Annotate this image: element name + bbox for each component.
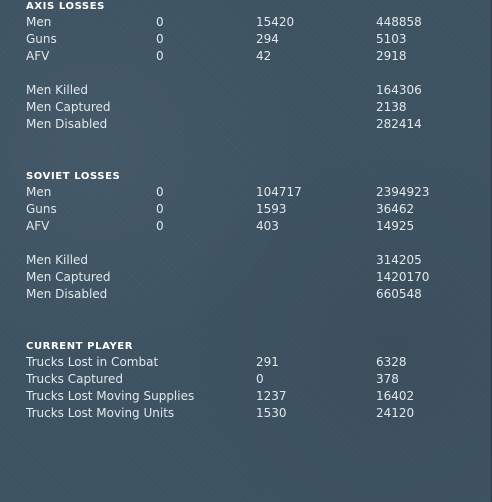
axis-men-disabled-row <box>26 116 486 133</box>
row-label: Men <box>26 185 52 199</box>
row-label: AFV <box>26 49 50 63</box>
row-value-1: 0 <box>256 372 264 386</box>
row-value-2: 1593 <box>256 202 287 216</box>
row-value: 314205 <box>376 253 422 267</box>
row-value-1: 1530 <box>256 406 287 420</box>
row-label: Men Captured <box>26 100 111 114</box>
axis-men-captured-row <box>26 99 486 116</box>
row-value-2: 104717 <box>256 185 302 199</box>
row-value-3: 448858 <box>376 15 422 29</box>
current-player-title: CURRENT PLAYER <box>26 341 134 352</box>
row-value-3: 36462 <box>376 202 415 216</box>
row-value: 1420170 <box>376 270 430 284</box>
row-value-1: 0 <box>156 49 164 63</box>
current-player-section <box>26 340 486 422</box>
row-value-1: 0 <box>156 202 164 216</box>
row-label: Guns <box>26 202 57 216</box>
row-label: Trucks Lost in Combat <box>26 355 159 369</box>
row-value-2: 378 <box>376 372 399 386</box>
row-label: Trucks Lost Moving Supplies <box>26 389 195 403</box>
trucks-lost-moving-units-row <box>26 405 486 422</box>
row-label: Men Disabled <box>26 287 108 301</box>
row-label: Men Captured <box>26 270 111 284</box>
soviet-losses-section <box>26 170 486 303</box>
soviet-losses-title: SOVIET LOSSES <box>26 171 121 182</box>
row-value: 2138 <box>376 100 407 114</box>
axis-men-row <box>26 14 486 31</box>
row-value-3: 2918 <box>376 49 407 63</box>
soviet-afv-row <box>26 218 486 235</box>
row-value: 164306 <box>376 83 422 97</box>
row-label: Trucks Lost Moving Units <box>26 406 175 420</box>
row-value-2: 294 <box>256 32 279 46</box>
row-value-2: 42 <box>256 49 272 63</box>
row-value-2: 6328 <box>376 355 407 369</box>
row-value-2: 15420 <box>256 15 295 29</box>
soviet-men-captured-row <box>26 269 486 286</box>
trucks-lost-moving-supplies-row <box>26 388 486 405</box>
row-value-1: 0 <box>156 32 164 46</box>
row-value-1: 0 <box>156 219 164 233</box>
soviet-men-disabled-row <box>26 286 486 303</box>
axis-losses-title: AXIS LOSSES <box>26 1 105 12</box>
row-value-3: 2394923 <box>376 185 430 199</box>
row-value-1: 291 <box>256 355 279 369</box>
row-label: Men Disabled <box>26 117 108 131</box>
row-value-2: 24120 <box>376 406 415 420</box>
row-value-2: 16402 <box>376 389 415 403</box>
soviet-guns-row <box>26 201 486 218</box>
row-label: Trucks Captured <box>26 372 124 386</box>
soviet-men-killed-row <box>26 252 486 269</box>
row-value: 282414 <box>376 117 422 131</box>
row-value: 660548 <box>376 287 422 301</box>
axis-losses-section <box>26 0 486 133</box>
row-value-1: 0 <box>156 185 164 199</box>
axis-men-killed-row <box>26 82 486 99</box>
row-label: Men Killed <box>26 83 89 97</box>
trucks-captured-row <box>26 371 486 388</box>
row-label: AFV <box>26 219 50 233</box>
soviet-men-row <box>26 184 486 201</box>
row-value-3: 14925 <box>376 219 415 233</box>
row-value-1: 1237 <box>256 389 287 403</box>
row-label: Men <box>26 15 52 29</box>
row-label: Guns <box>26 32 57 46</box>
row-value-1: 0 <box>156 15 164 29</box>
row-value-2: 403 <box>256 219 279 233</box>
row-value-3: 5103 <box>376 32 407 46</box>
axis-guns-row <box>26 31 486 48</box>
row-label: Men Killed <box>26 253 89 267</box>
trucks-lost-combat-row <box>26 354 486 371</box>
axis-afv-row <box>26 48 486 65</box>
